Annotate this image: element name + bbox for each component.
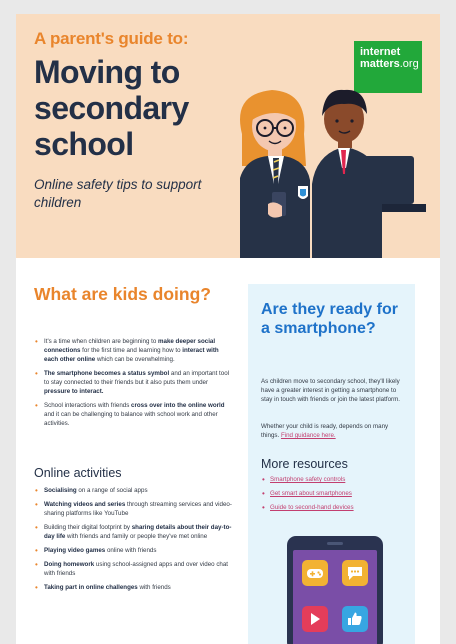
resources-heading: More resources (261, 457, 348, 471)
list-item: • It's a time when children are beginning to make deeper social connections for the first time and learning how to interact with each other online which can be overwhelming. (34, 337, 234, 364)
chat-bubble-icon (342, 560, 368, 586)
kids-section-heading: What are kids doing? (34, 284, 211, 304)
kicker: A parent's guide to: (34, 29, 189, 48)
resources-list (261, 475, 407, 517)
list-item: • Watching videos and series through streaming services and video-sharing platforms like YouTube (34, 500, 234, 518)
list-item: • School interactions with friends cross over into the online world and it can be challenging to balance with school work and other activities. (34, 401, 234, 428)
resource-item (261, 489, 407, 498)
girl-figure (240, 90, 310, 258)
list-item: • The smartphone becomes a status symbol and an important tool to stay connected to their friends but it also puts them under pressure to interact. (34, 369, 234, 396)
game-controller-icon (302, 560, 328, 586)
kids-bullet-list (34, 337, 234, 433)
card-heading: Are they ready for a smartphone? (261, 301, 398, 337)
resource-item (261, 475, 407, 484)
smartphone-illustration (287, 536, 383, 644)
card-paragraph: As children move to secondary school, they'll likely have a greater interest in getting a smartphone to stay in touch with friends or join the latest platform. (261, 378, 400, 403)
phone-screen (293, 550, 377, 644)
resource-link[interactable]: Guide to second-hand devices (270, 504, 354, 511)
activities-list (34, 486, 234, 597)
resource-item (261, 503, 407, 512)
thumbs-up-icon (342, 606, 368, 632)
header-banner (16, 14, 440, 258)
resource-link[interactable]: Get smart about smartphones (270, 490, 352, 497)
page-title: Moving to secondary school (34, 54, 189, 162)
resource-link[interactable]: Smartphone safety controls (270, 476, 346, 483)
students-illustration (212, 74, 440, 258)
boy-figure (312, 90, 382, 258)
internet-matters-logo[interactable]: internet matters.org (354, 41, 422, 93)
list-item: • Socialising on a range of social apps (34, 486, 234, 495)
list-item: • Doing homework using school-assigned apps and over video chat with friends (34, 560, 234, 578)
list-item: • Playing video games online with friends (34, 546, 234, 555)
smartphone-card (248, 284, 415, 644)
activities-heading: Online activities (34, 466, 122, 480)
phone-speaker (327, 542, 343, 545)
list-item: • Taking part in online challenges with friends (34, 583, 234, 592)
guide-page (16, 14, 440, 644)
find-guidance-link[interactable]: Find guidance here. (280, 432, 336, 439)
card-paragraph: Whether your child is ready, depends on many things. Find guidance here. (261, 423, 389, 439)
play-video-icon (302, 606, 328, 632)
page-subtitle: Online safety tips to support children (34, 177, 202, 210)
list-item: • Building their digital footprint by sharing details about their day-to-day life with friends and family or people they've met online (34, 523, 234, 541)
